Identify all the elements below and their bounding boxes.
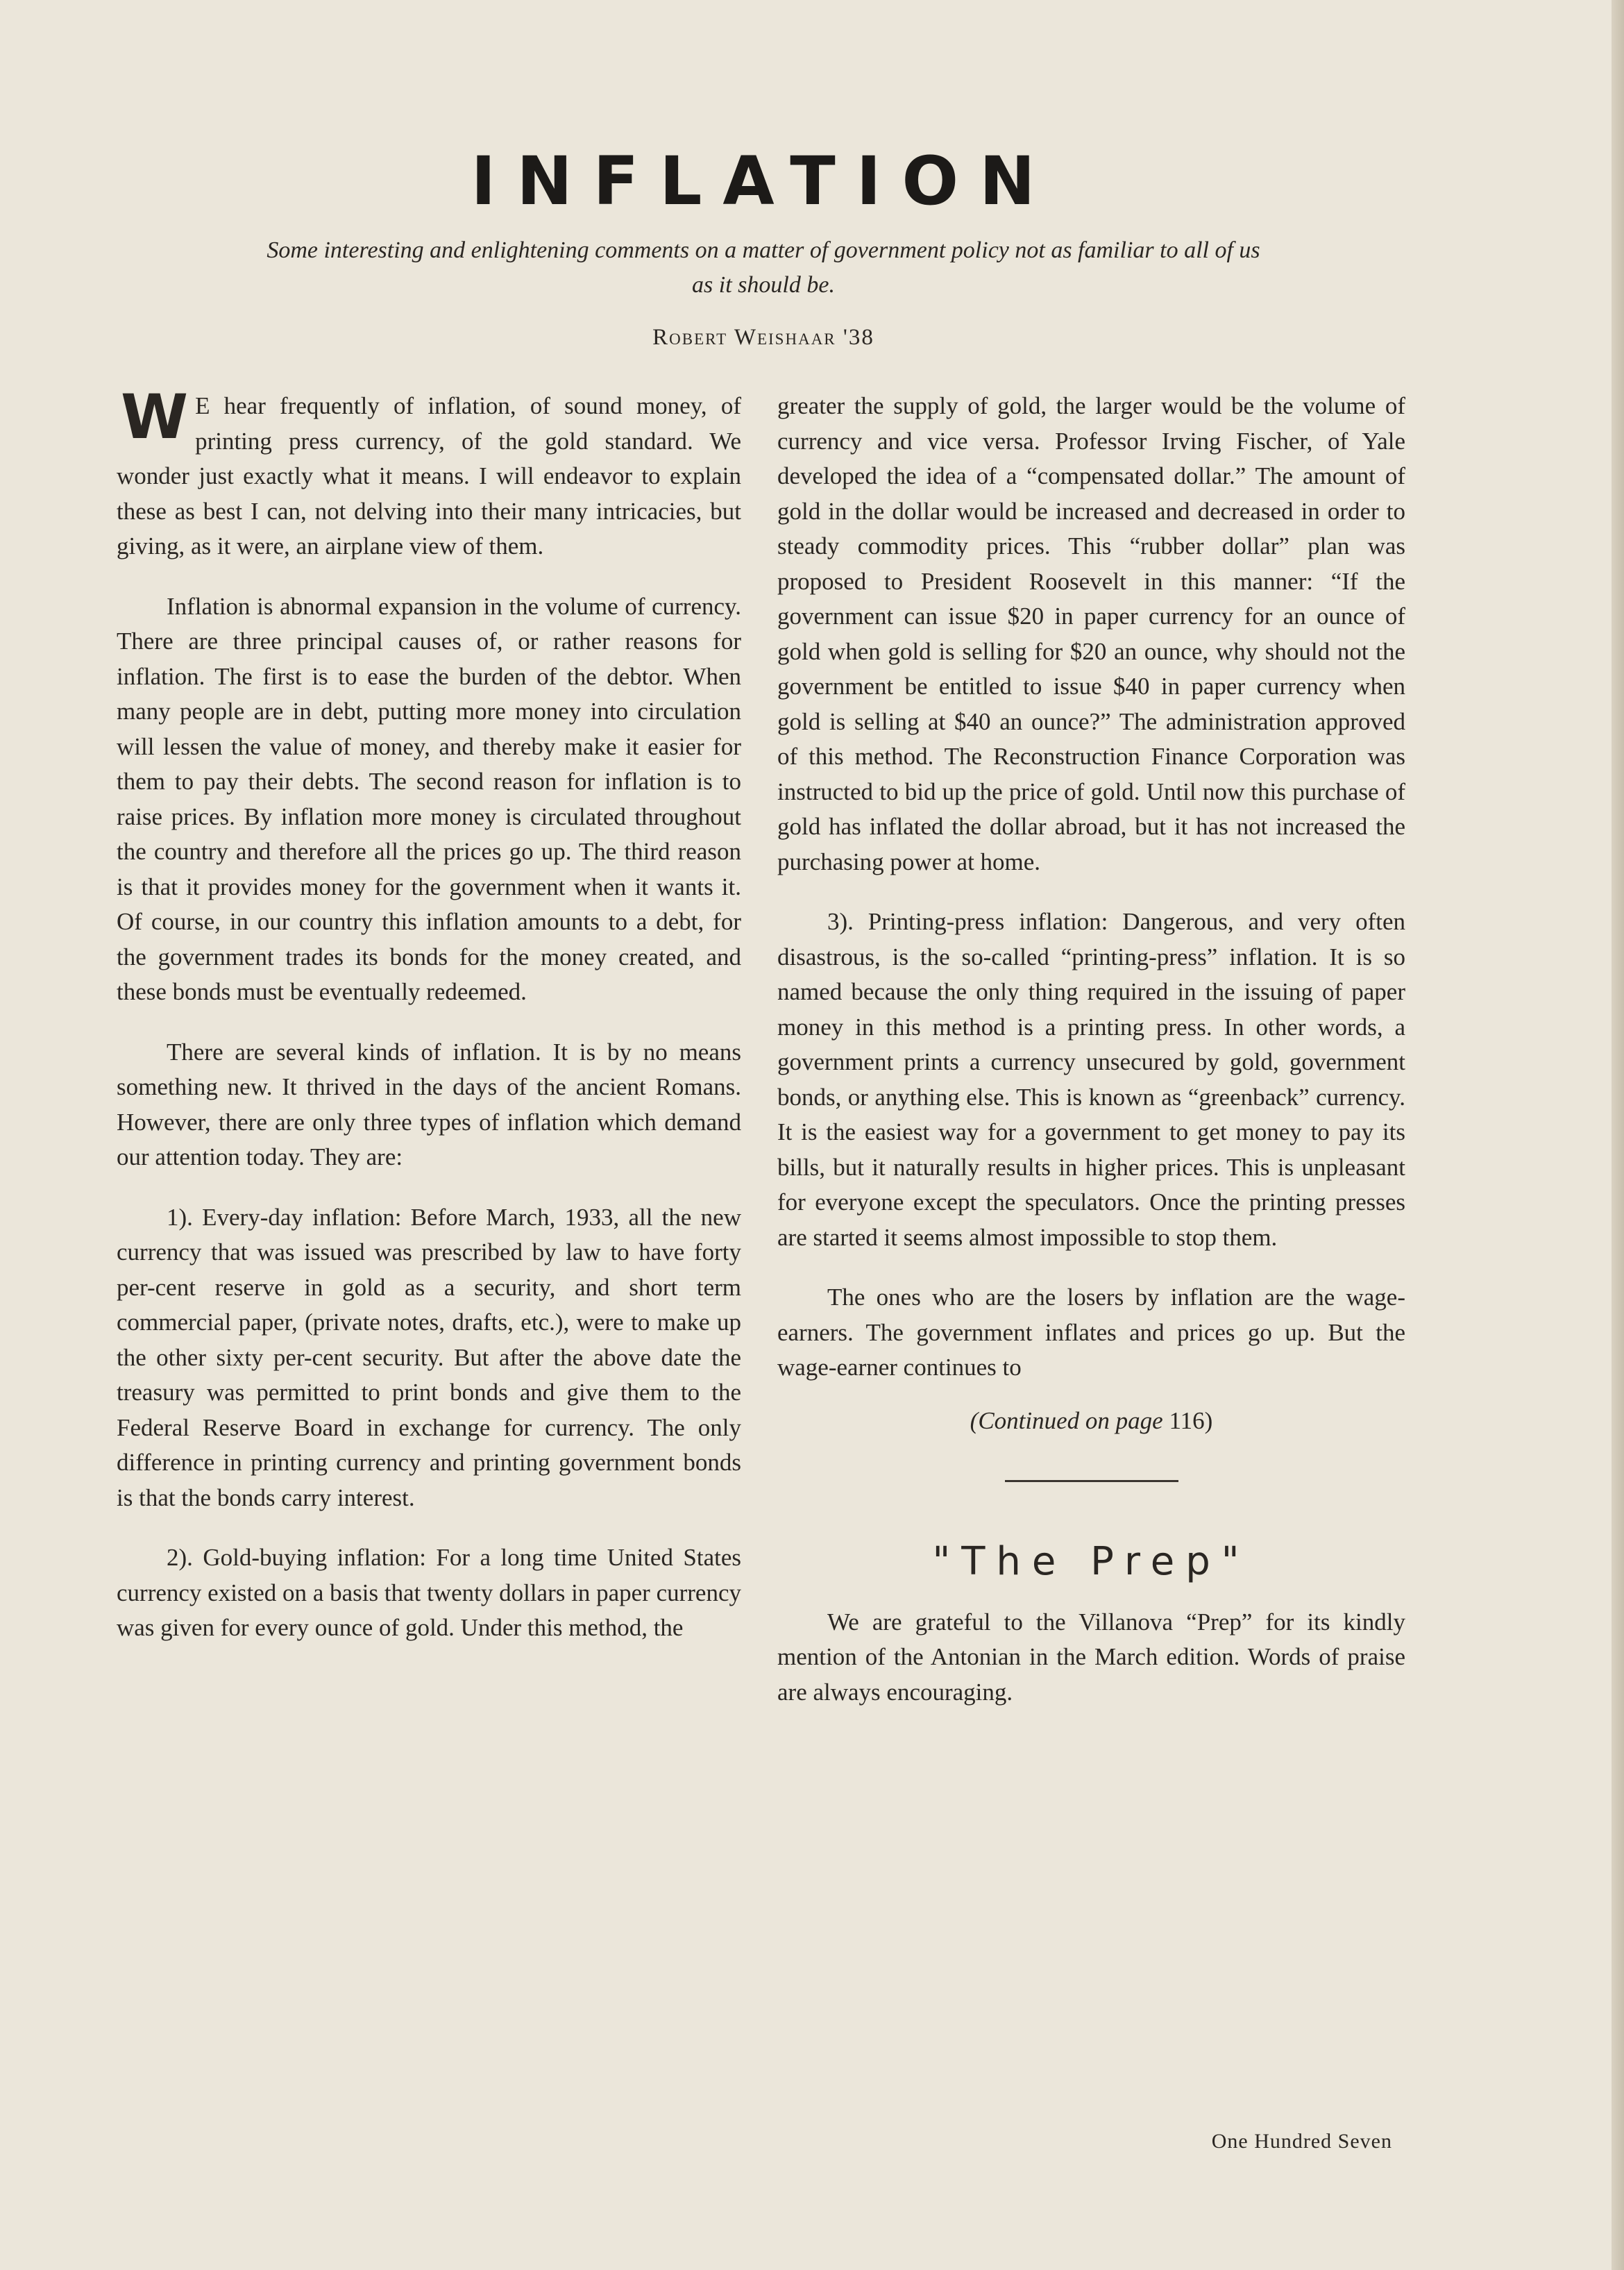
- right-column: [777, 389, 1405, 1735]
- page-edge: [1612, 0, 1624, 2270]
- section-divider: [1005, 1480, 1178, 1482]
- paragraph-losers: The ones who are the losers by inflation are the wage-earners. The government inflates and prices go up. But the wage-earner continues to: [777, 1284, 1405, 1381]
- paragraph-gold-continued: greater the supply of gold, the larger would be the volume of currency and vice versa. Professor Irving Fischer, of Yale developed the idea of a “compensated dollar.” The amount of gold in the dollar would be increased and decreased in order to steady commodity prices. This “rubber dollar” plan was proposed to President Roosevelt in this manner: “If the government can issue $20 in paper currency for an ounce of gold when gold is selling for $20 an ounce, why should not the government be entitled to issue $40 in paper currency when gold is selling at $40 an ounce?” The administration approved of this method. The Reconstruction Finance Corporation was instructed to bid up the price of gold. Until now this purchase of gold has inflated the dollar abroad, but it has not increased the purchasing power at home.: [777, 392, 1405, 875]
- article-title: INFLATION: [471, 142, 1056, 220]
- continued-notice: [777, 1404, 1405, 1439]
- continued-page: 116): [1169, 1406, 1213, 1434]
- paragraph-definition: Inflation is abnormal expansion in the volume of currency. There are three principal causes of, or rather reasons for inflation. The first is to ease the burden of the debtor. When many people are in debt, putting more money into circulation will lessen the value of money, and thereby make it easier for them to pay their debts. The second reason for inflation is to raise prices. By inflation more money is circulated throughout the country and therefore all the prices go up. The third reason is that it provides money for the government when it wants it. Of course, in our country this inflation amounts to a debt, for the government trades its bonds for the money created, and these bonds must be eventually redeemed.: [117, 592, 741, 1005]
- paragraph-every-day-inflation: 1). Every-day inflation: Before March, 1933, all the new currency that was issued was prescribed by law to have forty per-cent reserve in gold as a security, and short term commercial paper, (private notes, drafts, etc.), were to make up the other sixty per-cent security. But after the above date the treasury was permitted to print bonds and give them to the Federal Reserve Board in exchange for currency. The only difference in printing currency and printing government bonds is that the bonds carry interest.: [117, 1203, 741, 1511]
- prep-paragraph: We are grateful to the Villanova “Prep” for its kindly mention of the Antonian in the March edition. Words of praise are always encouraging.: [777, 1608, 1405, 1706]
- article-author: Robert Weishaar '38: [652, 325, 874, 350]
- paragraph-intro: [117, 381, 741, 564]
- paragraph-text: E hear frequently of inflation, of sound money, of printing press currency, of the gold standard. We wonder just exactly what it means. I will endeavor to explain these as best I can, not delving into their many intricacies, but giving, as it were, an airplane view of them.: [117, 392, 741, 560]
- paragraph-kinds: There are several kinds of inflation. It is by no means something new. It thrived in the days of the ancient Romans. However, there are only three types of inflation which demand our attention today. They are:: [117, 1038, 741, 1170]
- page-number-label: One Hundred Seven: [1211, 2130, 1392, 2153]
- left-column: [117, 381, 741, 1671]
- prep-heading: "The Prep": [932, 1539, 1251, 1584]
- drop-cap: W: [121, 381, 189, 453]
- paragraph-printing-press-inflation: 3). Printing-press inflation: Dangerous, and very often disastrous, is the so-called “printing-press” inflation. It is so named because the only thing required in the issuing of paper money in this method is a printing press. In other words, a government prints a currency unsecured by gold, government bonds, or anything else. This is known as “greenback” currency. It is the easiest way for a government to get money to pay its bills, but it naturally results in higher prices. This is unpleasant for everyone except the speculators. Once the printing presses are started it seems almost impossible to stop them.: [777, 908, 1405, 1251]
- continued-text: (Continued on page: [970, 1406, 1163, 1434]
- article-subtitle: Some interesting and enlightening comments on a matter of government policy not as familiar to all of us as it should be.: [267, 237, 1260, 298]
- paragraph-gold-buying-inflation: 2). Gold-buying inflation: For a long time United States currency existed on a basis that twenty dollars in paper currency was given for every ounce of gold. Under this method, the: [117, 1544, 741, 1641]
